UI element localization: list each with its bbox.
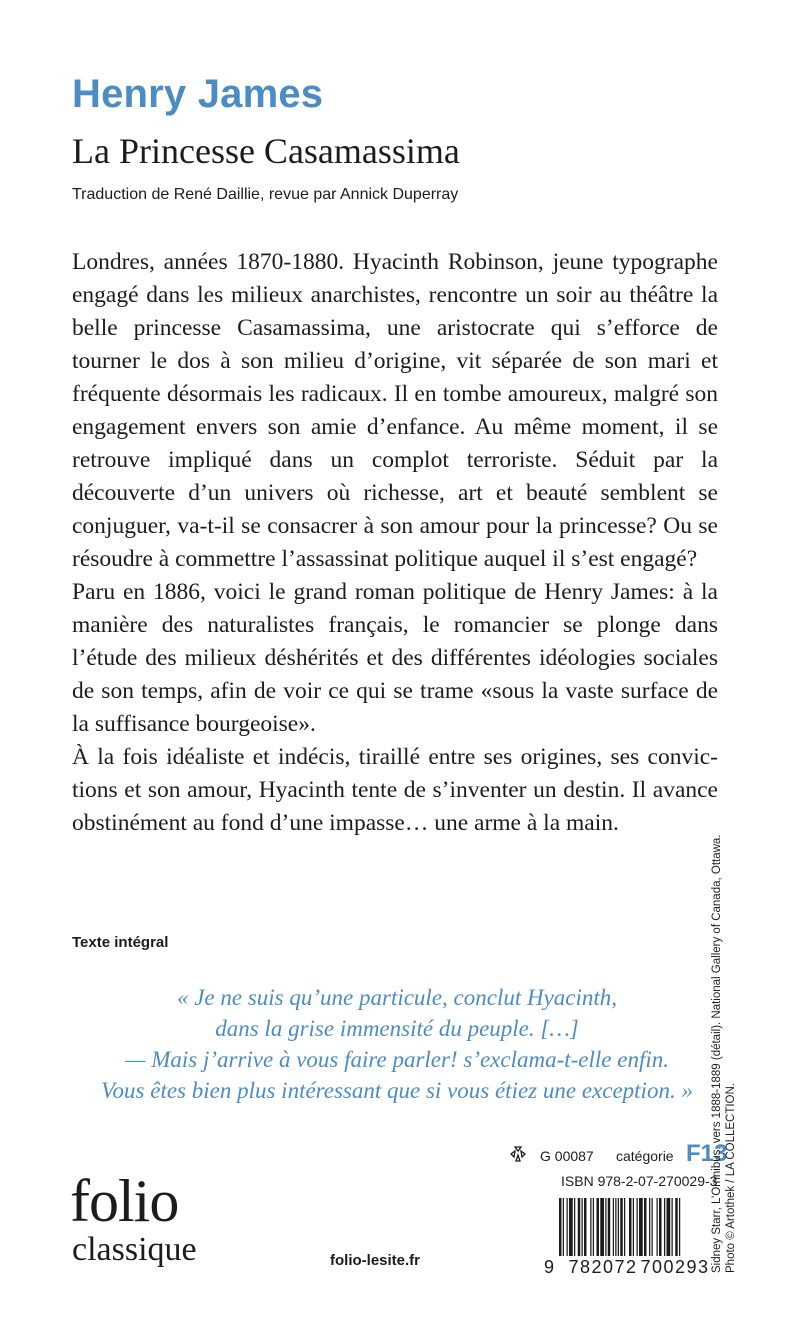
barcode-bar xyxy=(584,1198,587,1256)
barcode-bar xyxy=(608,1198,611,1256)
barcode-bar xyxy=(567,1198,568,1256)
barcode-group-1: 782072 xyxy=(568,1257,638,1276)
barcode-bar xyxy=(593,1198,594,1256)
barcode-bar xyxy=(590,1198,591,1256)
barcode-group-2: 700293 xyxy=(640,1257,710,1276)
barcode-bar xyxy=(657,1198,658,1256)
barcode-bar xyxy=(559,1198,562,1256)
gallimard-logo-icon xyxy=(510,1146,526,1162)
barcode-bar xyxy=(600,1198,604,1256)
blurb-paragraph-2: Paru en 1886, voici le grand roman politique de Henry James: à la manière des naturalistes français, le romancier se plonge dans l’étude des milieux déshérités et des différentes idéologies sociales de son temps, afin de voir ce qui se trame «sous la vaste surface de la suffisance bourgeoise». xyxy=(72,579,718,737)
product-codes xyxy=(510,1140,728,1170)
barcode-bar xyxy=(652,1198,653,1256)
barcode-bar xyxy=(664,1198,665,1256)
barcode-bar xyxy=(649,1198,650,1256)
barcode-bar xyxy=(679,1198,680,1256)
barcode-bar xyxy=(574,1198,575,1256)
barcode-bar xyxy=(637,1198,638,1256)
integral-label: Texte intégral xyxy=(72,934,169,951)
barcode-bar xyxy=(672,1198,673,1256)
quote-line-3: — Mais j’arrive à vous faire parler! s’exclama-t-elle enfin. xyxy=(125,1047,669,1072)
barcode-bar xyxy=(615,1198,616,1256)
blurb-text xyxy=(72,246,718,840)
barcode-bar xyxy=(639,1198,643,1256)
barcode-bar xyxy=(569,1198,573,1256)
barcode-bar xyxy=(675,1198,678,1256)
folio-logo: folio xyxy=(70,1168,179,1234)
barcode-bar xyxy=(605,1198,606,1256)
image-credit xyxy=(710,713,738,1273)
book-title: La Princesse Casamassima xyxy=(72,131,460,171)
barcode-bar xyxy=(582,1198,583,1256)
barcode-bar xyxy=(644,1198,647,1256)
barcode xyxy=(543,1196,723,1276)
quote xyxy=(72,982,722,1106)
translation-credit: Traduction de René Daillie, revue par Annick Duperray xyxy=(72,186,459,203)
collection-name: classique xyxy=(72,1231,197,1268)
quote-line-4: Vous êtes bien plus intéressant que si vous étiez une exception. » xyxy=(101,1078,693,1103)
g-code: G 00087 xyxy=(540,1148,594,1164)
isbn: ISBN 978-2-07-270029-3 xyxy=(561,1173,718,1189)
barcode-bar xyxy=(633,1198,634,1256)
barcode-lead-digit: 9 xyxy=(544,1257,555,1276)
website-link[interactable]: folio-lesite.fr xyxy=(330,1252,421,1269)
blurb-paragraph-3: À la fois idéaliste et indécis, tiraillé entre ses origines, ses convictions et son amour, Hyacinth tente de s’inventer un destin. Il avance obstinément au fond d’une impasse… une arme à la main. xyxy=(72,744,718,836)
quote-line-2: dans la grise immensité du peuple. […] xyxy=(215,1016,579,1041)
barcode-bar xyxy=(613,1198,614,1256)
quote-line-1: « Je ne suis qu’une particule, conclut Hyacinth, xyxy=(176,985,618,1010)
blurb-paragraph-1: Londres, années 1870-1880. Hyacinth Robinson, jeune typographe engagé dans les milieux anarchistes, rencontre un soir au théâtre la belle princesse Casamassima, une aristocrate qui s’efforce de tourner le dos à son milieu d’origine, vit séparée de son mari et fréquente désormais les radicaux. Il en tombe amoureux, malgré son engagement envers son amie d’enfance. Au même moment, il se retrouve impliqué dans un complot terroriste. Séduit par la découverte d’un univers où richesse, art et beauté semblent se conjuguer, va-t-il se consacrer à son amour pour la princesse? Ou se résoudre à commettre l’assassinat politique auquel il s’est engagé? xyxy=(72,249,718,572)
barcode-bar xyxy=(563,1198,564,1256)
category-label: catégorie xyxy=(616,1148,674,1164)
barcode-bar xyxy=(578,1198,581,1256)
barcode-bar xyxy=(620,1198,623,1256)
barcode-bar xyxy=(629,1198,632,1256)
category-code: F13 xyxy=(686,1140,728,1167)
barcode-bar xyxy=(624,1198,625,1256)
barcode-bar xyxy=(618,1198,619,1256)
credit-line-1: Sidney Starr, L’Omnibus, vers 1888-1889 (détail). National Gallery of Canada, Ottawa. xyxy=(711,834,723,1273)
barcode-bar xyxy=(597,1198,600,1256)
barcode-bar xyxy=(659,1198,662,1256)
credit-line-2: Photo © Artothek / LA COLLECTION. xyxy=(725,1082,737,1273)
barcode-bar xyxy=(667,1198,671,1256)
author-name: Henry James xyxy=(72,72,324,116)
